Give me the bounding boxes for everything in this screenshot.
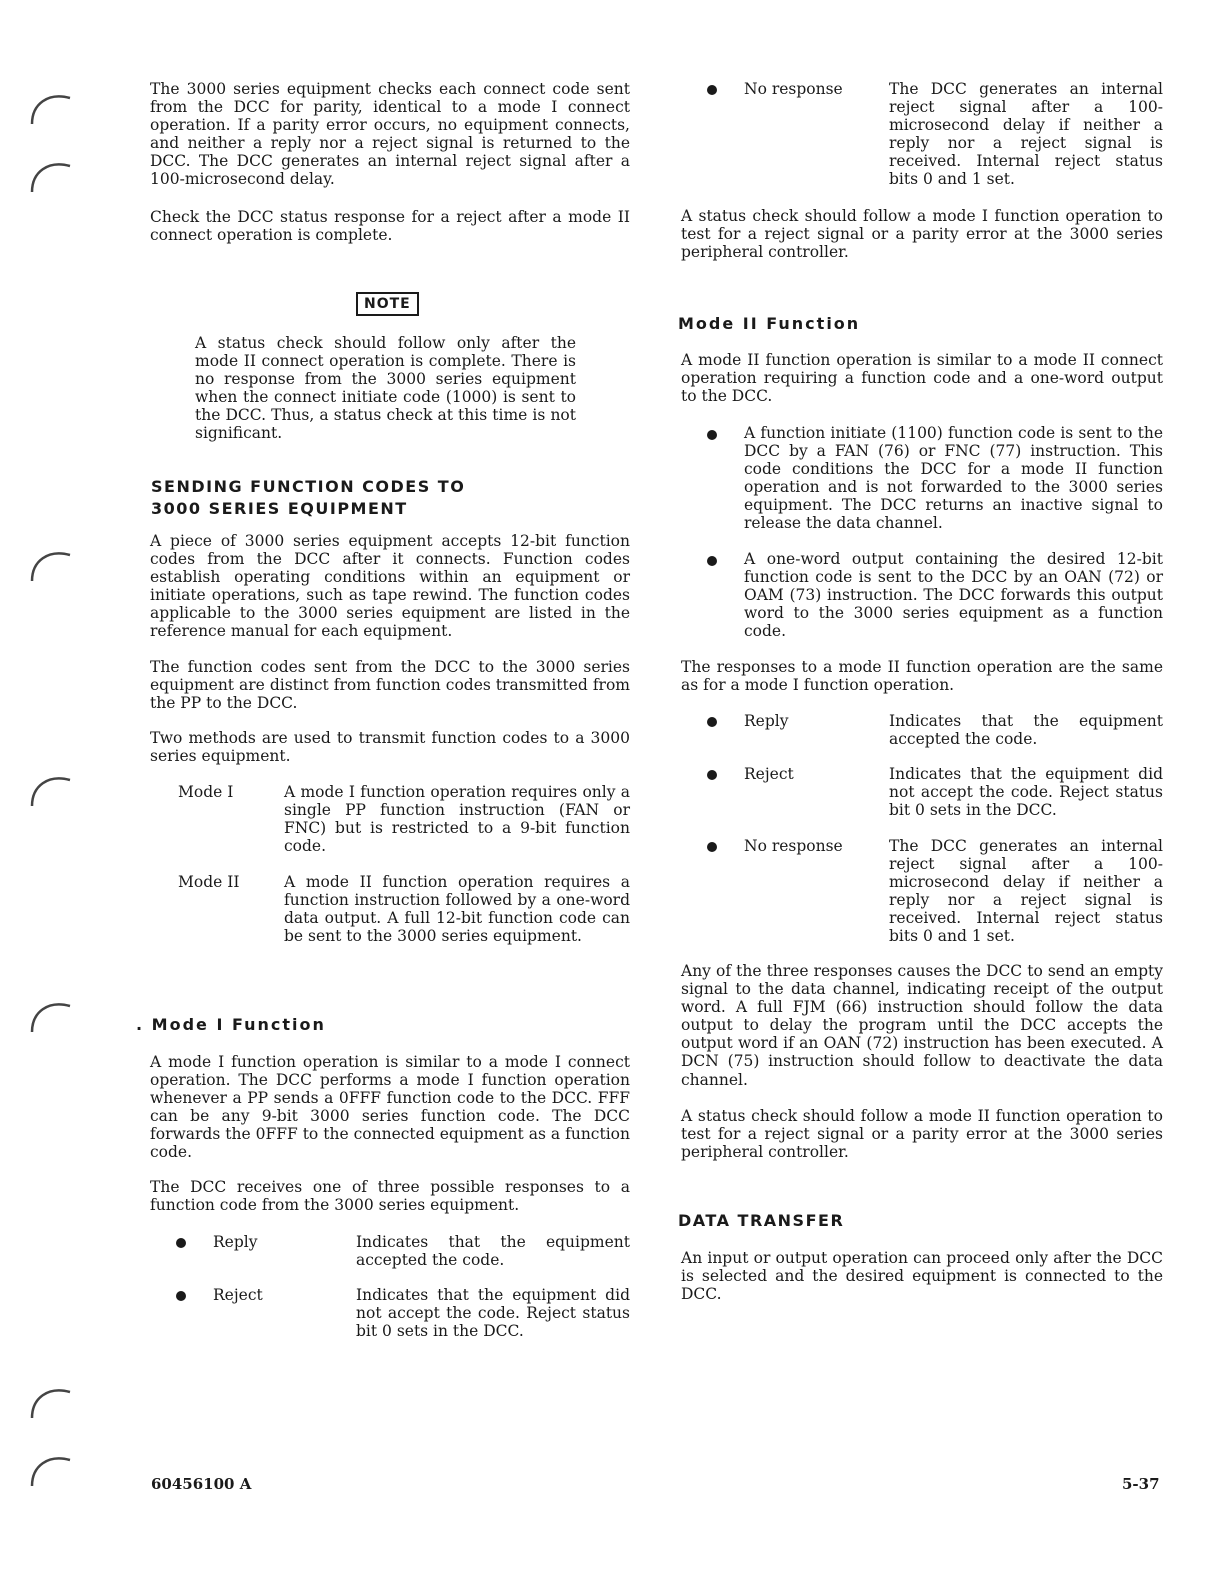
paragraph: The function codes sent from the DCC to the 3000 series equipment are distinct from function codes transmitted from the PP to the DCC.	[150, 658, 630, 713]
page-number: 5-37	[1122, 1475, 1160, 1493]
section-title	[151, 476, 465, 520]
paragraph: A status check should follow a mode II function operation to test for a reject signal or a parity error at the 3000 series peripheral controller.	[681, 1107, 1163, 1162]
response-description: Indicates that the equipment did not accept the code. Reject status bit 0 sets in the DCC.	[356, 1286, 630, 1341]
binder-hole-mark	[26, 1450, 72, 1490]
note-label: NOTE	[356, 292, 419, 316]
mode2-heading: Mode II Function	[678, 314, 861, 333]
paragraph: A piece of 3000 series equipment accepts 12-bit function codes from the DCC after it connects. Function codes establish operating conditions within an equipment or initiate operations, such as tape rewind. The function codes applicable to the 3000 series equipment are listed in the reference manual for each equipment.	[150, 532, 630, 641]
mode-term: Mode I	[178, 783, 234, 801]
binder-hole-mark	[26, 88, 72, 128]
paragraph: The responses to a mode II function operation are the same as for a mode I function operation.	[681, 658, 1163, 695]
binder-hole-mark	[26, 770, 72, 810]
binder-hole-mark	[26, 996, 72, 1036]
response-term: Reply	[744, 712, 789, 730]
bullet-text: A one-word output containing the desired 12-bit function code is sent to the DCC by an OAN (72) or OAM (73) instruction. The DCC forwards this output word to the 3000 series equipment as a function code.	[744, 550, 1163, 641]
paragraph: A mode I function operation is similar to a mode I connect operation. The DCC performs a mode I function operation whenever a PP sends a 0FFF function code to the DCC. FFF can be any 9-bit 3000 series function code. The DCC forwards the 0FFF to the connected equipment as a function code.	[150, 1053, 630, 1162]
paragraph: A mode II function operation is similar to a mode II connect operation requiring a function code and a one-word output to the DCC.	[681, 351, 1163, 406]
mode-term: Mode II	[178, 873, 240, 891]
paragraph: An input or output operation can proceed only after the DCC is selected and the desired equipment is connected to the DCC.	[681, 1249, 1163, 1304]
document-number: 60456100 A	[151, 1475, 252, 1493]
response-description: Indicates that the equipment accepted the code.	[889, 712, 1163, 749]
bullet	[176, 1291, 186, 1301]
paragraph: Two methods are used to transmit function codes to a 3000 series equipment.	[150, 729, 630, 766]
bullet	[176, 1238, 186, 1248]
response-description: The DCC generates an internal reject signal after a 100-microsecond delay if neither a reply nor a reject signal is received. Internal reject status bits 0 and 1 set.	[889, 837, 1163, 946]
response-term: Reject	[744, 765, 794, 783]
bullet	[707, 430, 717, 440]
paragraph: A status check should follow a mode I function operation to test for a reject signal or a parity error at the 3000 series peripheral controller.	[681, 207, 1163, 262]
response-term: Reject	[213, 1286, 263, 1304]
response-description: The DCC generates an internal reject signal after a 100-microsecond delay if neither a reply nor a reject signal is received. Internal reject status bits 0 and 1 set.	[889, 80, 1163, 189]
binder-hole-mark	[26, 156, 72, 196]
mode1-heading: . Mode I Function	[136, 1015, 326, 1034]
data-transfer-heading: DATA TRANSFER	[678, 1211, 845, 1230]
response-term: Reply	[213, 1233, 258, 1251]
bullet	[707, 770, 717, 780]
binder-hole-mark	[26, 545, 72, 585]
section-title-line2: 3000 SERIES EQUIPMENT	[151, 499, 408, 518]
mode-description: A mode I function operation requires only a single PP function instruction (FAN or FNC) but is restricted to a 9-bit function code.	[284, 783, 630, 856]
mode1-heading-text: Mode I Function	[151, 1015, 326, 1034]
section-title-line1: SENDING FUNCTION CODES TO	[151, 477, 466, 496]
response-term: No response	[744, 837, 843, 855]
note-text: A status check should follow only after the mode II connect operation is complete. There is no response from the 3000 series equipment when the connect initiate code (1000) is sent to the DCC. Thus, a status check at this time is not significant.	[195, 334, 576, 443]
binder-hole-mark	[26, 1382, 72, 1422]
response-term: No response	[744, 80, 843, 98]
response-description: Indicates that the equipment accepted the code.	[356, 1233, 630, 1270]
paragraph: The DCC receives one of three possible responses to a function code from the 3000 series equipment.	[150, 1178, 630, 1215]
bullet-text: A function initiate (1100) function code is sent to the DCC by a FAN (76) or FNC (77) instruction. This code conditions the DCC for a mode II function operation and is not forwarded to the 3000 series equipment. The DCC returns an inactive signal to release the data channel.	[744, 424, 1163, 533]
bullet	[707, 717, 717, 727]
paragraph: Any of the three responses causes the DCC to send an empty signal to the data channel, indicating receipt of the output word. A full FJM (66) instruction should follow the data output to delay the program until the DCC accepts the output word if an OAN (72) instruction has been executed. A DCN (75) instruction should follow to deactivate the data channel.	[681, 962, 1163, 1089]
bullet	[707, 85, 717, 95]
paragraph: Check the DCC status response for a reject after a mode II connect operation is complete.	[150, 208, 630, 245]
bullet	[707, 842, 717, 852]
mode-description: A mode II function operation requires a function instruction followed by a one-word data output. A full 12-bit function code can be sent to the 3000 series equipment.	[284, 873, 630, 946]
response-description: Indicates that the equipment did not accept the code. Reject status bit 0 sets in the DCC.	[889, 765, 1163, 820]
bullet	[707, 556, 717, 566]
paragraph: The 3000 series equipment checks each connect code sent from the DCC for parity, identical to a mode I connect operation. If a parity error occurs, no equipment connects, and neither a reply nor a reject signal is returned to the DCC. The DCC generates an internal reject signal after a 100-microsecond delay.	[150, 80, 630, 189]
